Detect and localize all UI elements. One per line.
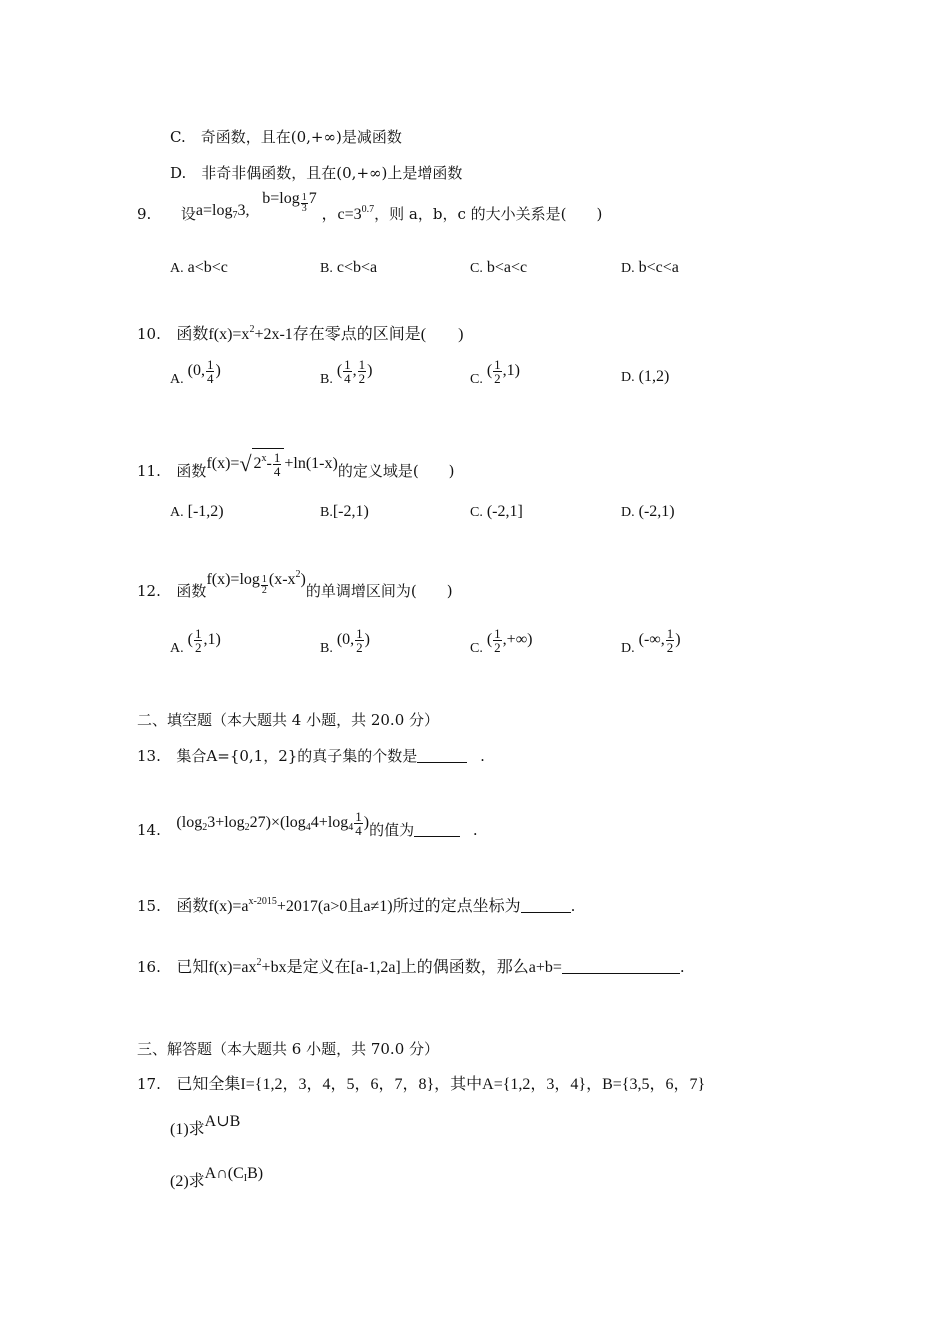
answer-blank[interactable]: [417, 748, 467, 763]
question-17: 17. 已知全集I={1,2，3，4，5，6，7，8}，其中A={1,2，3，4}，B={3,5，6，7}: [137, 1075, 706, 1093]
q10-option-a[interactable]: A. (0, $\frac{1}{4}$ ): [170, 357, 221, 388]
option-d-prev: D. 非奇非偶函数，且在(0,+∞)上是增函数: [170, 164, 463, 182]
q9-option-b[interactable]: B. c<b<a: [320, 259, 378, 276]
question-11: 11. 函数f(x)=√ 2$^x$- $\frac{1}{4}$ +ln(1-x)的定义域是( ): [137, 449, 455, 480]
q12-option-c[interactable]: C. ( $\frac{1}{2}$ ,+∞): [470, 626, 533, 657]
q11-option-d[interactable]: D. (-2,1): [621, 503, 675, 520]
q9-option-a[interactable]: A. a<b<c: [170, 259, 228, 276]
question-number: 9.: [137, 205, 152, 223]
question-17-part-2: (2)求$A\cap(C_IB)$: [170, 1165, 264, 1190]
answer-blank[interactable]: [414, 822, 460, 837]
q10-option-d[interactable]: D. (1,2): [621, 368, 670, 385]
q12-option-a[interactable]: A. ( $\frac{1}{2}$ ,1): [170, 626, 221, 657]
question-10: 10. 函数$f(x)=x^2+2x-1$存在零点的区间是( ): [137, 324, 464, 343]
q11-option-a[interactable]: A. [-1,2): [170, 503, 224, 520]
q10-option-b[interactable]: B. ( $\frac{1}{4}$ , $\frac{1}{2}$ ): [320, 357, 373, 388]
question-15: 15. 函数$f(x)=a^{x-2015}+2017(a>0$且a≠1)所过的定点坐标为 .: [137, 896, 576, 915]
q12-option-b[interactable]: B. (0, $\frac{1}{2}$ ): [320, 626, 370, 657]
q9-option-c[interactable]: C. b<a<c: [470, 259, 528, 276]
question-14: 14. $(\log_23+\log_227)\times(\log_44+\log_4$ $\frac{1}{4}$ )的值为 .: [137, 809, 478, 840]
q9-option-d[interactable]: D. b<c<a: [621, 259, 679, 276]
q11-option-b[interactable]: B.[-2,1): [320, 503, 369, 520]
section-solutions: 三、解答题（本大题共 6 小题，共 70.0 分）: [137, 1040, 440, 1058]
option-c-prev: C. 奇函数，且在(0,+∞)是减函数: [170, 128, 402, 146]
q10-option-c[interactable]: C. ( $\frac{1}{2}$ ,1): [470, 357, 520, 388]
q11-option-c[interactable]: C. (-2,1]: [470, 503, 523, 520]
question-17-part-1: (1)求A∪B: [170, 1113, 241, 1138]
question-9: 9. 设$a=\log_73$, b=log $_{\frac{1}{3}}$ 7 ，$c=3^{0.7}$，则 a，b，c 的大小关系是( ): [137, 190, 603, 223]
answer-blank[interactable]: [562, 959, 680, 974]
answer-blank[interactable]: [521, 898, 571, 913]
question-13: 13. 集合A={0,1，2}的真子集的个数是 .: [137, 747, 485, 765]
question-12: 12. 函数f(x)=log $_{\frac{1}{2}}$ $(x-x^2)$的单调增区间为( ): [137, 569, 453, 600]
question-16: 16. 已知$f(x)=ax^2+bx$是定义在[a-1,2a]上的偶函数，那么a+b= .: [137, 957, 685, 976]
section-fill-in: 二、填空题（本大题共 4 小题，共 20.0 分）: [137, 711, 440, 729]
q12-option-d[interactable]: D. (-∞, $\frac{1}{2}$ ): [621, 626, 681, 657]
